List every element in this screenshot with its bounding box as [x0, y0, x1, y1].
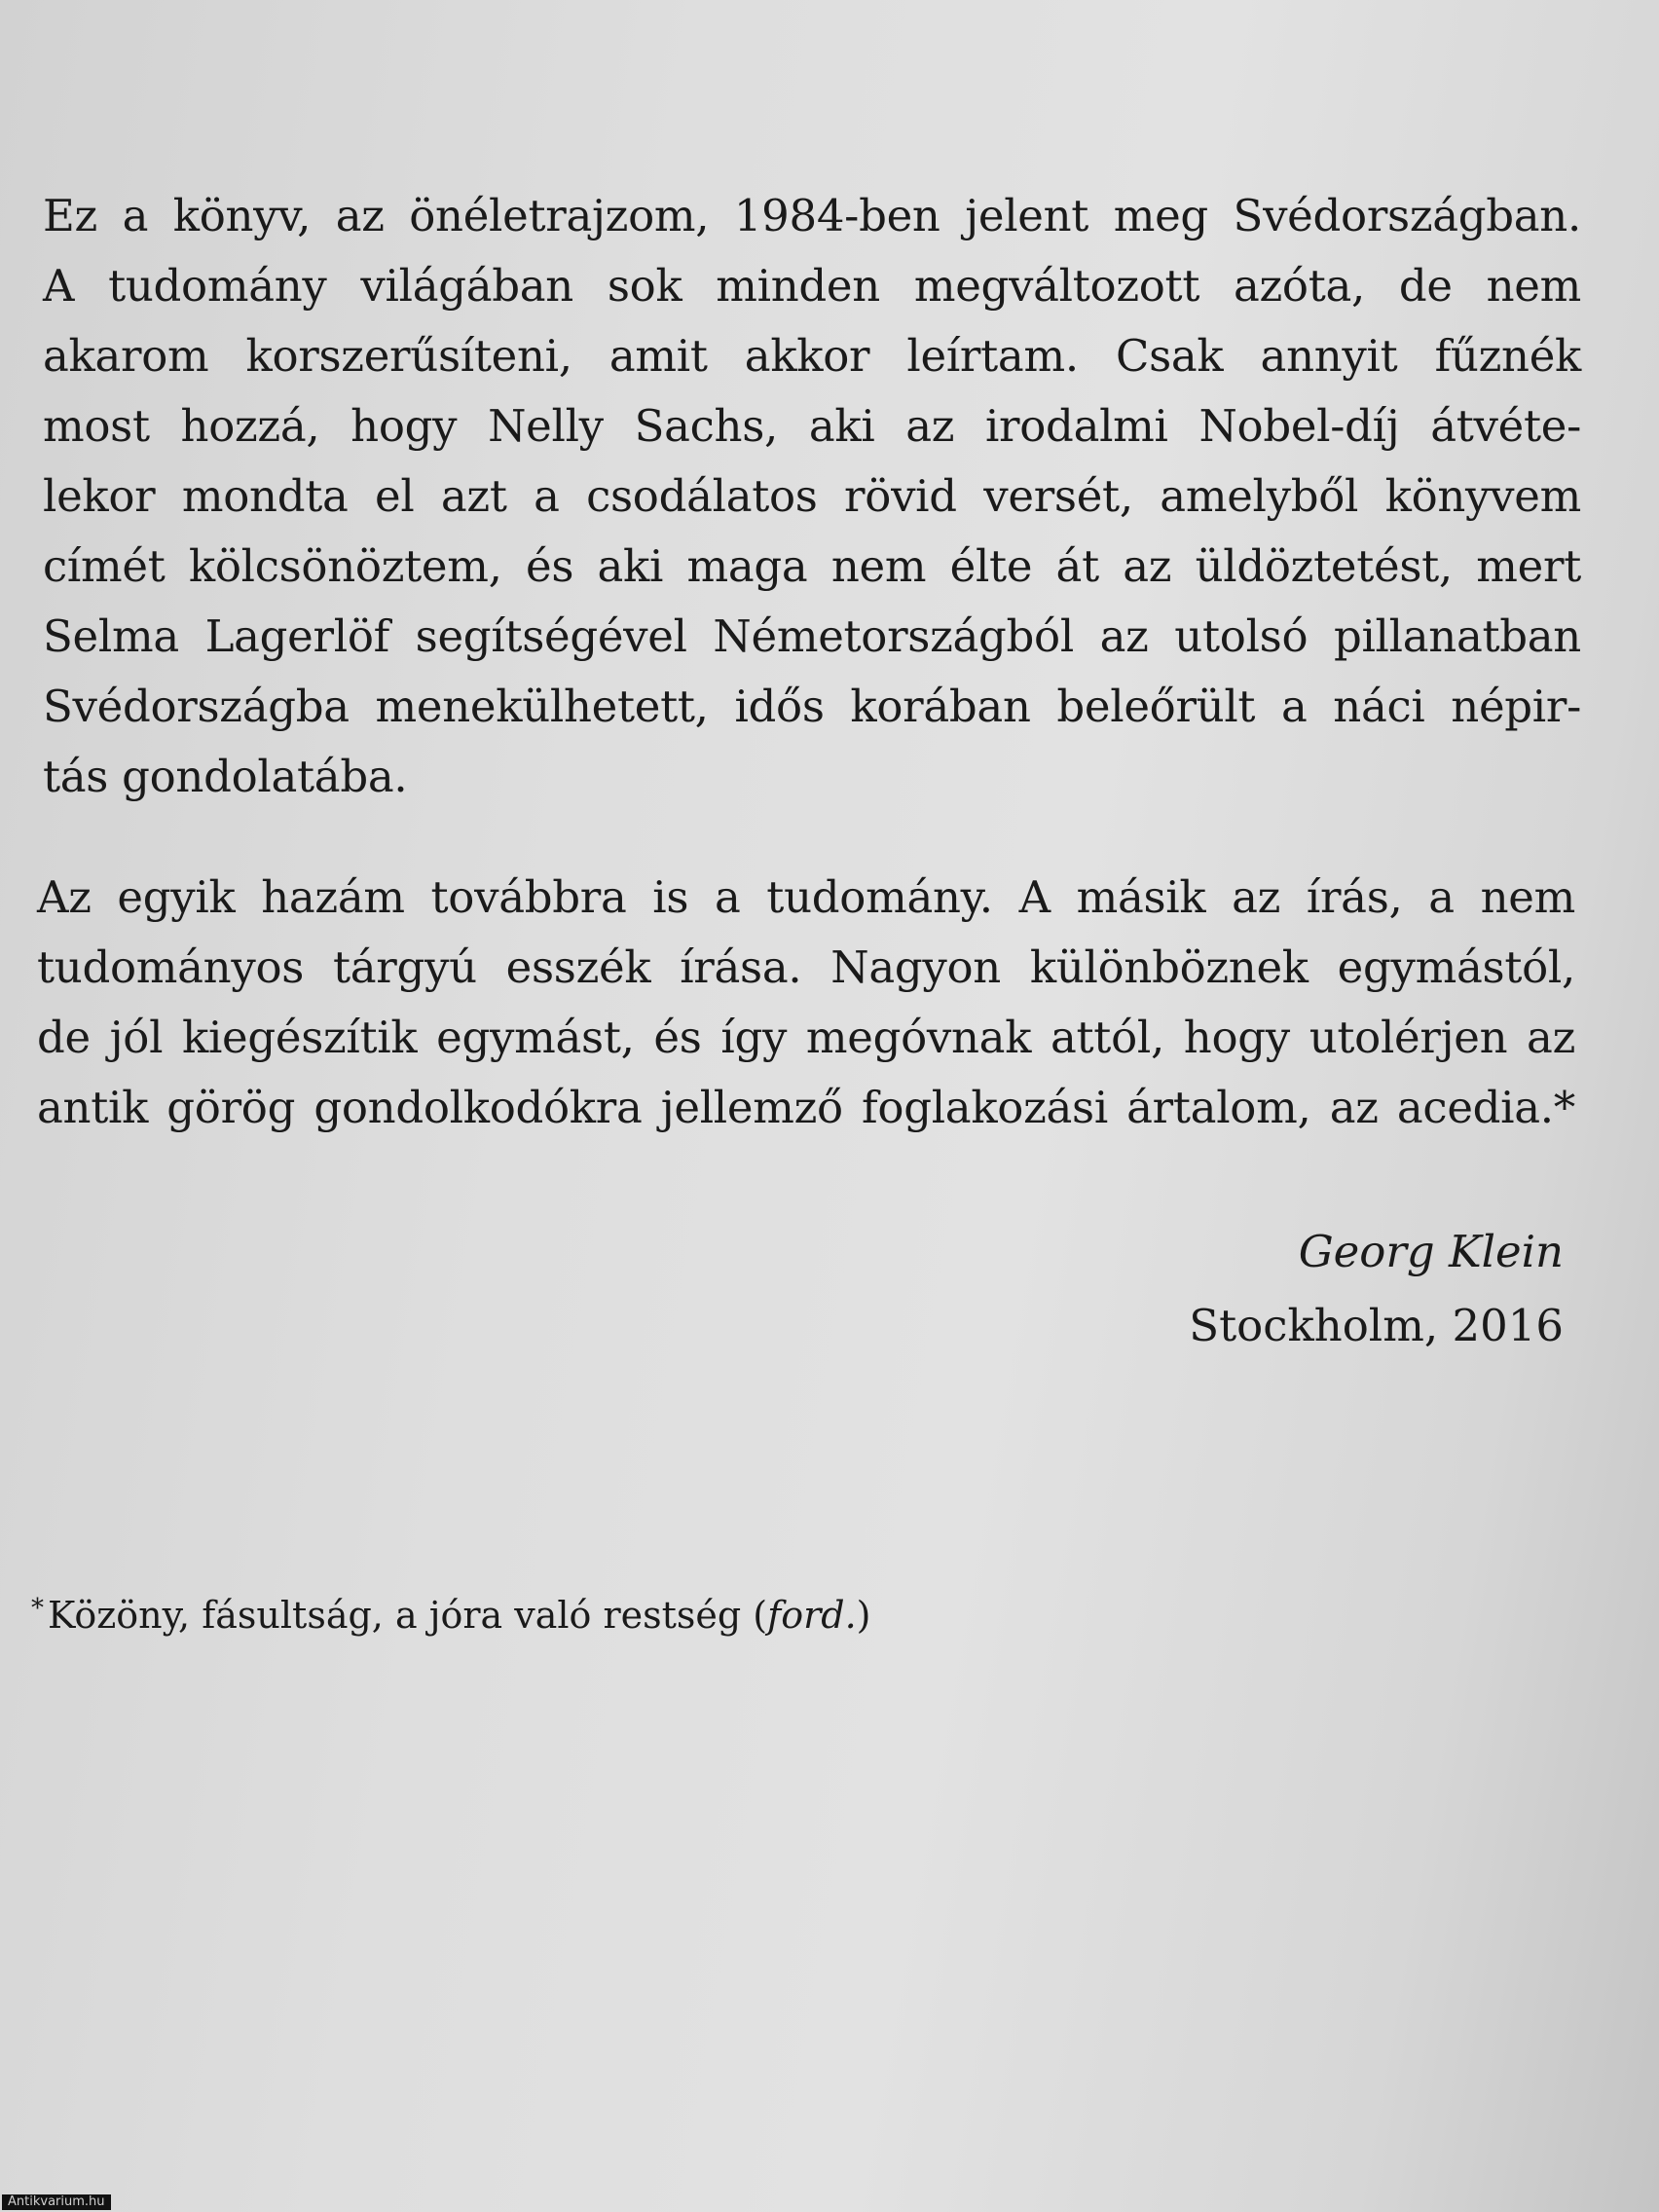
- text-line: antik görög gondolkodókra jellemző foglakozási ártalom, az acedia.*: [37, 1082, 1575, 1133]
- text-line: Svédországba menekülhetett, idős korában beleőrült a náci népir-: [43, 681, 1581, 732]
- text-line: lekor mondta el azt a csodálatos rövid versét, amelyből könyvem: [43, 470, 1581, 522]
- text-line: Ez a könyv, az önéletrajzom, 1984-ben jelent meg Svédországban.: [43, 190, 1581, 241]
- footnote-italic: ford.: [767, 1594, 857, 1637]
- text-line: Selma Lagerlöf segítségével Németországból az utolsó pillanatban: [43, 610, 1581, 662]
- signature: [1189, 1215, 1564, 1363]
- footnote-close: ): [856, 1594, 871, 1637]
- paragraph-2: [37, 863, 1575, 1143]
- paragraph-1: [43, 181, 1581, 812]
- watermark: Antikvarium.hu: [2, 2194, 111, 2210]
- text-line: akarom korszerűsíteni, amit akkor leírtam. Csak annyit fűznék: [43, 330, 1581, 382]
- footnote: [31, 1581, 870, 1642]
- footnote-text: Közöny, fásultság, a jóra való restség (: [48, 1594, 768, 1637]
- text-line: most hozzá, hogy Nelly Sachs, aki az irodalmi Nobel-díj átvéte-: [43, 400, 1581, 452]
- text-line: Az egyik hazám továbbra is a tudomány. A másik az írás, a nem: [37, 871, 1575, 923]
- text-line: de jól kiegészítik egymást, és így megóvnak attól, hogy utolérjen az: [37, 1012, 1575, 1063]
- text-line: tudományos tárgyú esszék írása. Nagyon különböznek egymástól,: [37, 941, 1575, 993]
- text-line: tás gondolatába.: [43, 751, 408, 802]
- author-name: Georg Klein: [1298, 1226, 1564, 1277]
- text-line: címét kölcsönöztem, és aki maga nem élte át az üldöztetést, mert: [43, 540, 1581, 592]
- footnote-mark: *: [31, 1594, 44, 1623]
- place-date: Stockholm, 2016: [1189, 1300, 1564, 1351]
- text-line: A tudomány világában sok minden megváltozott azóta, de nem: [43, 260, 1581, 312]
